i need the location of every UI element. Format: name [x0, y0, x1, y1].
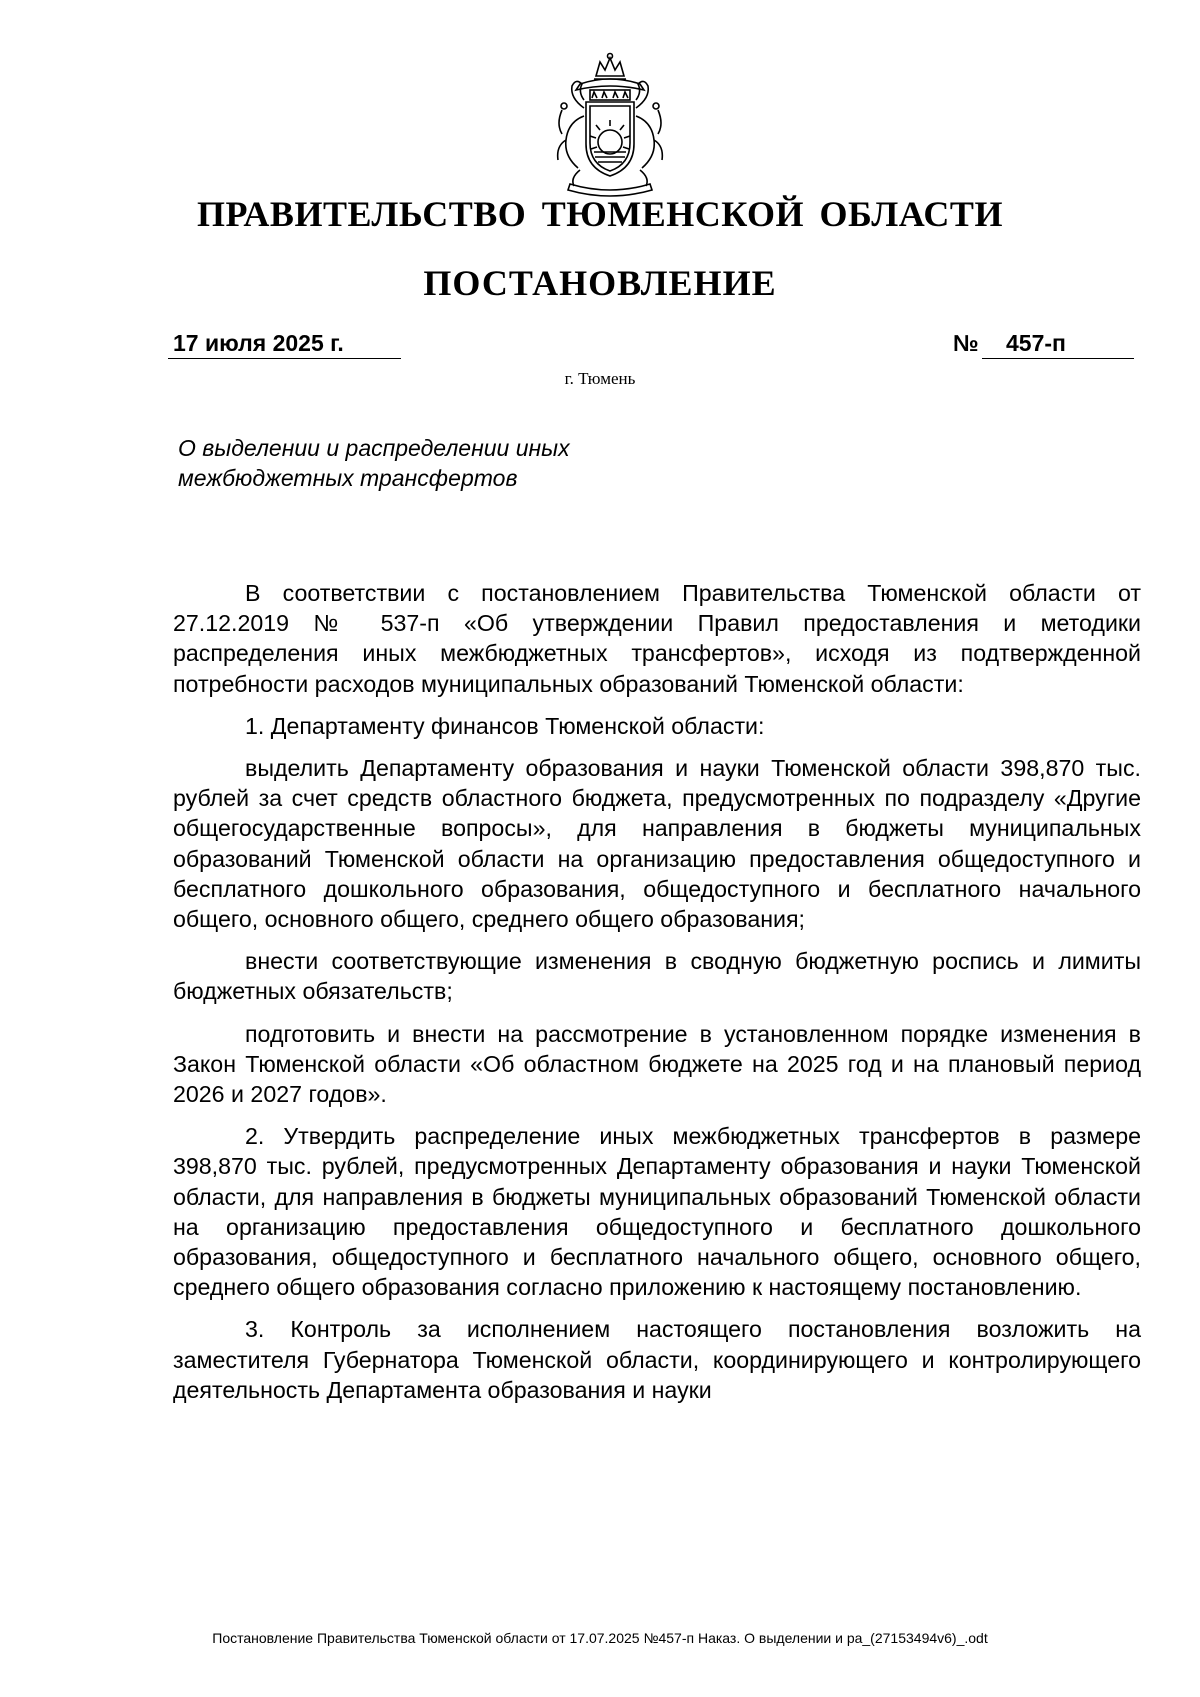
document-date: 17 июля 2025 г. — [173, 330, 344, 356]
paragraph-preamble: В соответствии с постановлением Правительства Тюменской области от 27.12.2019 № 537-п «Об утверждении Правил предоставления и методики распределения иных межбюджетных трансфертов», исходя из подтвержденной потребности расходов муниципальных образований Тюменской области: — [173, 580, 1141, 697]
paragraph-item-1-amend: внести соответствующие изменения в сводную бюджетную роспись и лимиты бюджетных обязательств; — [173, 948, 1141, 1005]
paragraph-item-1: 1. Департаменту финансов Тюменской области: — [245, 712, 765, 739]
document-footer: Постановление Правительства Тюменской области от 17.07.2025 №457-п Наказ. О выделении и ра_(27153494v6)_.odt — [212, 1630, 988, 1646]
paragraph-item-1-prepare: подготовить и внести на рассмотрение в установленном порядке изменения в Закон Тюменской области «Об областном бюджете на 2025 год и на плановый период 2026 и 2027 годов». — [173, 1020, 1141, 1108]
government-title: ПРАВИТЕЛЬСТВО ТЮМЕНСКОЙ ОБЛАСТИ — [197, 194, 1003, 234]
document-type: ПОСТАНОВЛЕНИЕ — [423, 263, 777, 303]
number-sign: № — [953, 330, 979, 356]
document-subject: О выделении и распределении иных межбюджетных трансфертов — [178, 435, 570, 491]
paragraph-item-2: 2. Утвердить распределение иных межбюджетных трансфертов в размере 398,870 тыс. рублей, предусмотренных Департаменту образования и науки Тюменской области, для направления в бюджеты муниципальных образований Тюменской области на организацию предоставления общедоступного и бесплатного дошкольного образования, общедоступного и бесплатного начального общего, основного общего, среднего общего образования согласно приложению к настоящему постановлению. — [173, 1123, 1141, 1301]
document-number: 457-п — [1006, 330, 1066, 356]
date-underline — [168, 358, 401, 359]
document-city: г. Тюмень — [564, 369, 636, 388]
number-underline — [982, 358, 1134, 359]
coat-of-arms-icon — [540, 50, 680, 200]
paragraph-item-3: 3. Контроль за исполнением настоящего постановления возложить на заместителя Губернатора Тюменской области, координирующего и контролирующего деятельность Департамента образования и науки — [173, 1316, 1141, 1403]
document-body — [173, 578, 1141, 1417]
paragraph-item-1-allocate: выделить Департаменту образования и науки Тюменской области 398,870 тыс. рублей за счет средств областного бюджета, предусмотренных по подразделу «Другие общегосударственные вопросы», для направления в бюджеты муниципальных образований Тюменской области на организацию предоставления общедоступного и бесплатного дошкольного образования, общедоступного и бесплатного начального общего, основного общего, среднего общего образования; — [173, 755, 1141, 933]
